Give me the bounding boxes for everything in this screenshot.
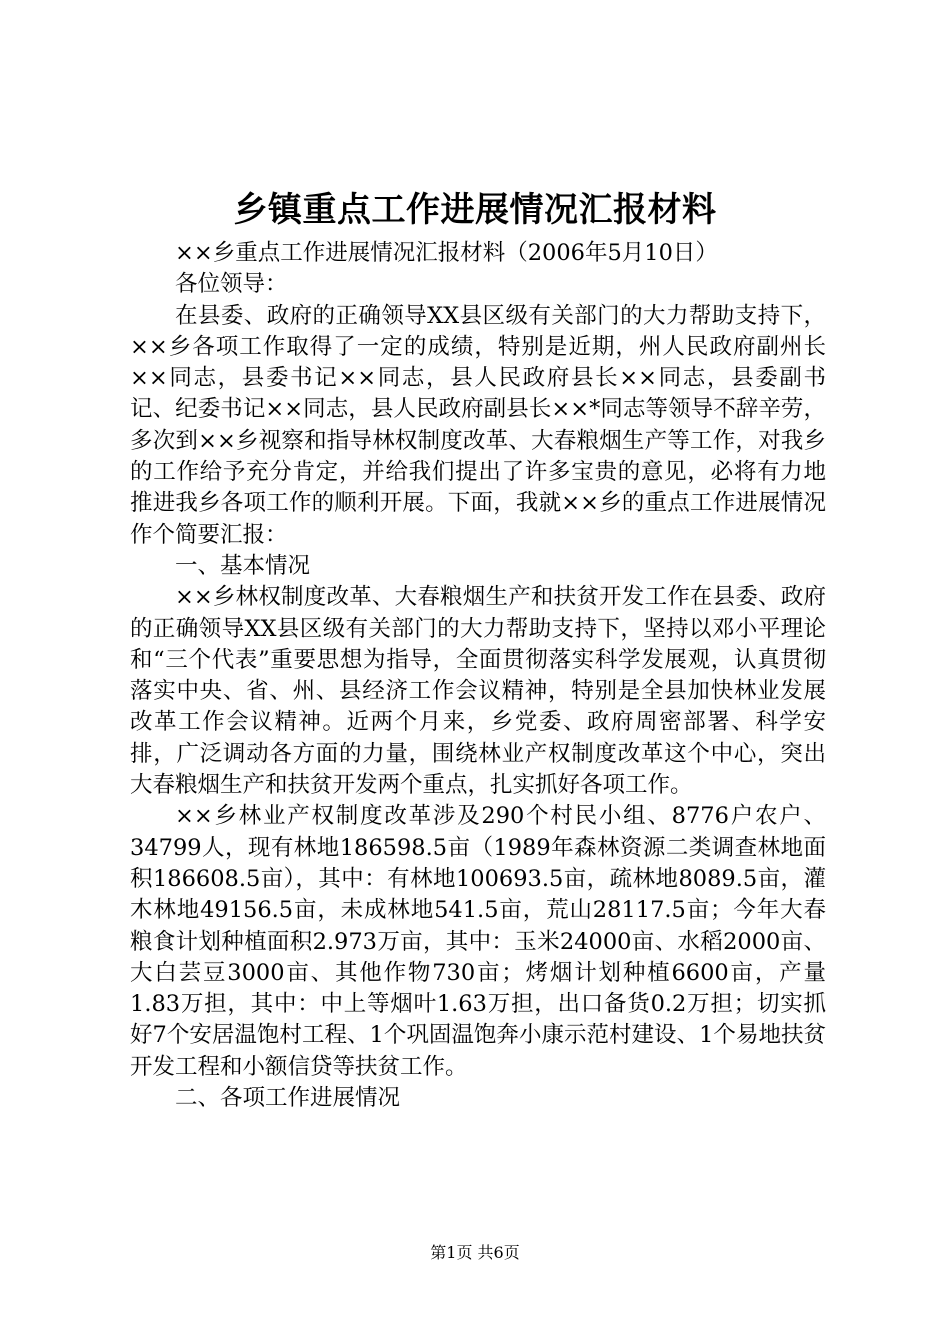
section-heading-progress: 二、各项工作进展情况: [175, 1085, 401, 1112]
basic-situation-paragraph: ××乡林权制度改革、大春粮烟生产和扶贫开发工作在县委、政府的正确领导XX县区级有关部门的大力帮助支持下，坚持以邓小平理论和“三个代表”重要思想为指导，全面贯彻落实科学发展观，认真贯彻落实中央、省、州、县经济工作会议精神，特别是全县加快林业发展改革工作会议精神。近两个月来，乡党委、政府周密部署、科学安排，广泛调动各方面的力量，围绕林业产权制度改革这个中心，突出大春粮烟生产和扶贫开发两个重点，扎实抓好各项工作。: [130, 584, 826, 799]
report-subtitle-paragraph: ××乡重点工作进展情况汇报材料（2006年5月10日）: [175, 240, 718, 266]
page-footer: 第1页 共6页: [430, 1243, 520, 1262]
section-heading-basic: 一、基本情况: [175, 552, 311, 579]
document-title: 乡镇重点工作进展情况汇报材料: [233, 190, 717, 230]
document-body: [130, 238, 826, 1114]
salutation-paragraph: 各位领导：: [175, 271, 288, 298]
statistics-paragraph: ××乡林业产权制度改革涉及290个村民小组、8776户农户、34799人，现有林地186598.5亩（1989年森林资源二类调查林地面积186608.5亩），其中：有林地100693.5亩，疏林地8089.5亩，灌木林地49156.5亩，未成林地541.5亩，荒山28117.5亩；今年大春粮食计划种植面积2.973万亩，其中：玉米24000亩、水稻2000亩、大白芸豆3000亩、其他作物730亩；烤烟计划种植6600亩，产量1.83万担，其中：中上等烟叶1.63万担，出口备货0.2万担；切实抓好7个安居温饱村工程、1个巩固温饱奔小康示范村建设、1个易地扶贫开发工程和小额信贷等扶贫工作。: [130, 803, 826, 1080]
intro-paragraph: 在县委、政府的正确领导XX县区级有关部门的大力帮助支持下，××乡各项工作取得了一定的成绩，特别是近期，州人民政府副州长××同志，县委书记××同志，县人民政府县长××同志，县委副书记、纪委书记××同志，县人民政府副县长××*同志等领导不辞辛劳，多次到××乡视察和指导林权制度改革、大春粮烟生产等工作，对我乡的工作给予充分肯定，并给我们提出了许多宝贵的意见，必将有力地推进我乡各项工作的顺利开展。下面，我就××乡的重点工作进展情况作个简要汇报：: [130, 302, 826, 548]
